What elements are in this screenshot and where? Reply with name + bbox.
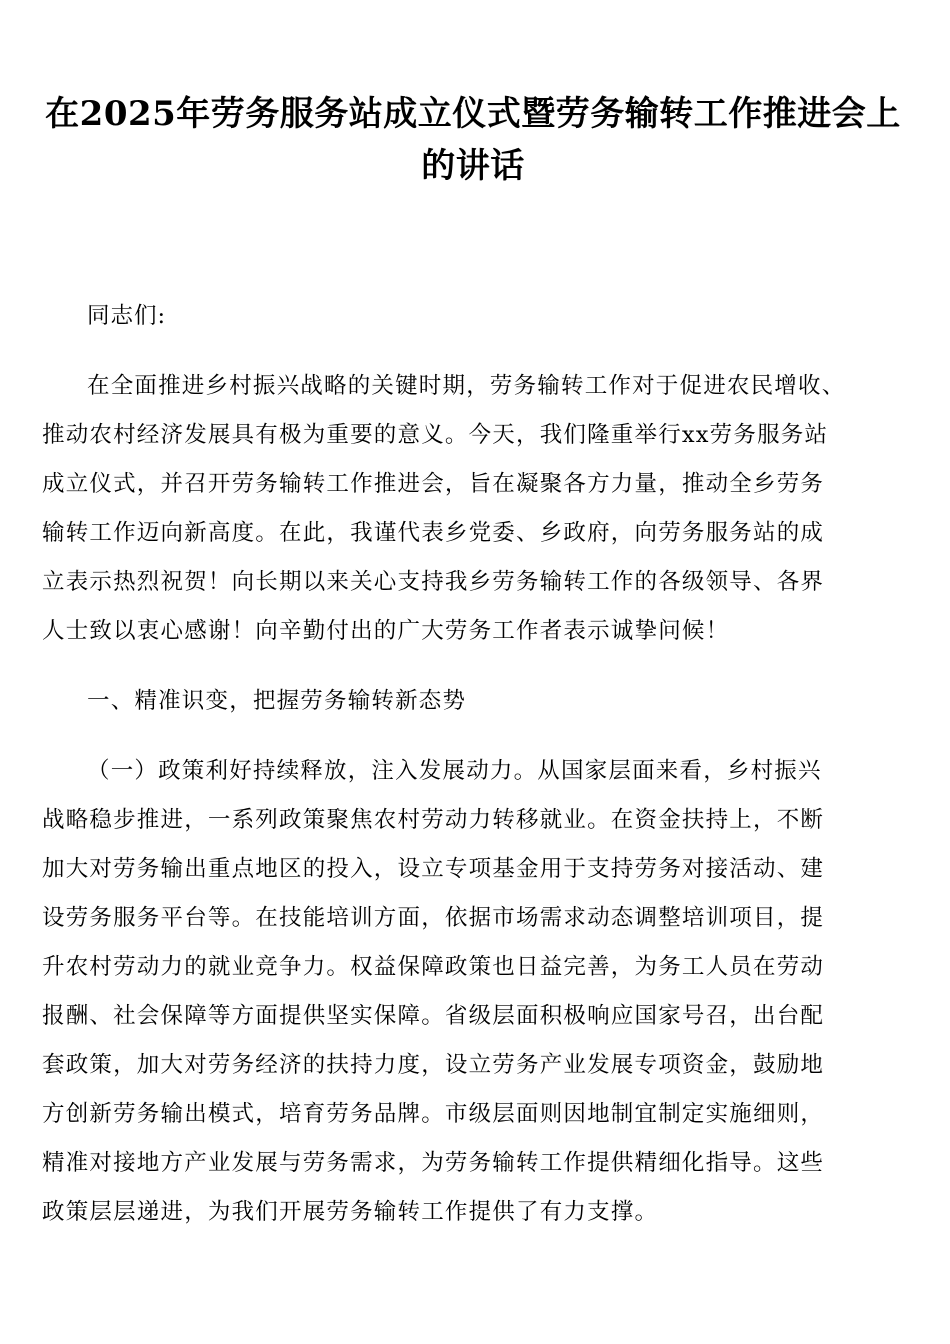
intro-line-4: 输转工作迈向新高度。在此，我谨代表乡党委、乡政府，向劳务服务站的成 — [42, 520, 825, 546]
subsection-line-2: 战略稳步推进，一系列政策聚焦农村劳动力转移就业。在资金扶持上，不断 — [42, 807, 825, 833]
title-line-1: 在2025年劳务服务站成立仪式暨劳务输转工作推进会上 — [45, 94, 901, 134]
intro-line-6: 人士致以衷心感谢！向辛勤付出的广大劳务工作者表示诚挚问候！ — [42, 618, 730, 644]
intro-line-1: 在全面推进乡村振兴战略的关键时期，劳务输转工作对于促进农民增收、 — [87, 373, 846, 399]
subsection-line-4: 设劳务服务平台等。在技能培训方面，依据市场需求动态调整培训项目，提 — [42, 905, 825, 931]
section-heading: 一、精准识变，把握劳务输转新态势 — [87, 688, 467, 714]
title-line-2: 的讲话 — [421, 146, 525, 186]
intro-line-2: 推动农村经济发展具有极为重要的意义。今天，我们隆重举行xx劳务服务站 — [42, 422, 829, 448]
subsection-line-10: 政策层层递进，为我们开展劳务输转工作提供了有力支撑。 — [42, 1199, 659, 1225]
intro-line-5: 立表示热烈祝贺！向长期以来关心支持我乡劳务输转工作的各级领导、各界 — [42, 569, 825, 595]
subsection-line-7: 套政策，加大对劳务经济的扶持力度，设立劳务产业发展专项资金，鼓励地 — [42, 1052, 825, 1078]
subsection-line-6: 报酬、社会保障等方面提供坚实保障。省级层面积极响应国家号召，出台配 — [42, 1003, 825, 1029]
subsection-paragraph — [42, 747, 904, 1237]
document-title — [42, 88, 904, 192]
document-body — [42, 292, 904, 1237]
subsection-line-5: 升农村劳动力的就业竞争力。权益保障政策也日益完善，为务工人员在劳动 — [42, 954, 825, 980]
intro-paragraph — [42, 362, 904, 656]
greeting: 同志们: — [87, 303, 167, 329]
subsection-line-3: 加大对劳务输出重点地区的投入，设立专项基金用于支持劳务对接活动、建 — [42, 856, 825, 882]
subsection-line-8: 方创新劳务输出模式，培育劳务品牌。市级层面则因地制宜制定实施细则， — [42, 1101, 825, 1127]
subsection-line-9: 精准对接地方产业发展与劳务需求，为劳务输转工作提供精细化指导。这些 — [42, 1150, 825, 1176]
intro-line-3: 成立仪式，并召开劳务输转工作推进会，旨在凝聚各方力量，推动全乡劳务 — [42, 471, 825, 497]
subsection-line-1: （一）政策利好持续释放，注入发展动力。从国家层面来看，乡村振兴 — [87, 758, 822, 784]
